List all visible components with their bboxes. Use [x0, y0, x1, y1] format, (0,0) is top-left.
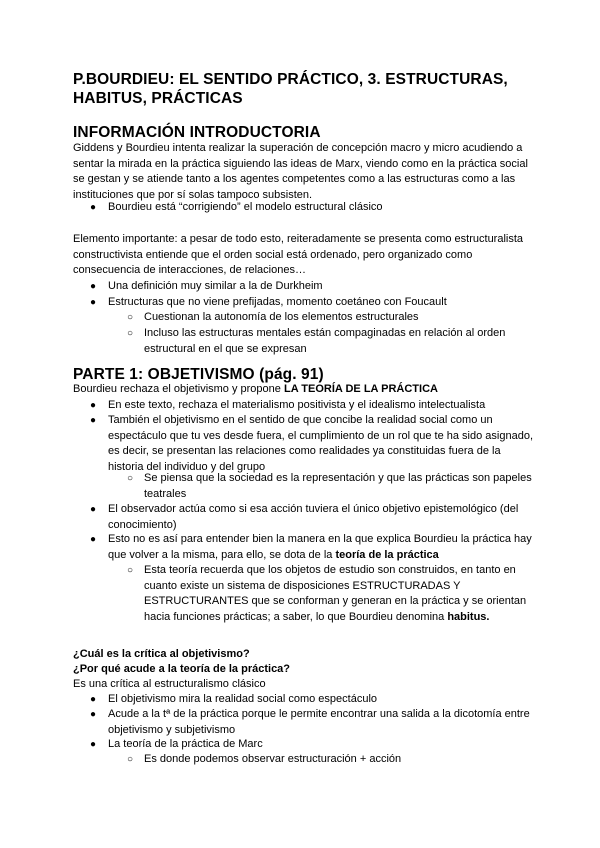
list-item: Una definición muy similar a la de Durkheim [108, 280, 323, 292]
bullet-dot: ● [90, 694, 97, 705]
list-item: Esto no es así para entender bien la manera en la que explica Bourdieu la práctica hay que volver a la misma, para ello, se dota de la teoría de la práctica [108, 533, 532, 561]
answer-text: Es una crítica al estructuralismo clásico [73, 678, 266, 690]
part1-lead-bold: LA TEORÍA DE LA PRÁCTICA [283, 383, 438, 395]
sub-bullet-dot: ○ [127, 754, 134, 765]
sub-list-item: Esta teoría recuerda que los objetos de estudio son construidos, en tanto en cuanto existe un sistema de disposiciones ESTRUCTURADAS Y ESTRUCTURANTES que se conforman y generan en la práctica y se orientan hacia funciones prácticas; a saber, lo que Bourdieu denomina habitus. [144, 564, 527, 623]
document-title: P.BOURDIEU: EL SENTIDO PRÁCTICO, 3. ESTRUCTURAS, HABITUS, PRÁCTICAS [73, 71, 508, 107]
bullet-dot: ● [90, 415, 97, 426]
list-item: También el objetivismo en el sentido de que concibe la realidad social como un espectáculo que tu ves desde fuera, el cumplimiento de un rol que te ha sido asignado, es decir, se presentan las relaciones como realidades ya constituidas fuera de la historia del individuo y del grupo [108, 414, 533, 473]
sub-list-item: Es donde podemos observar estructuración + acción [144, 753, 402, 765]
sub-bullet-dot: ○ [127, 312, 134, 323]
list-item: La teoría de la práctica de Marc [108, 738, 263, 750]
sub-bullet-dot: ○ [127, 473, 134, 484]
sub-list-item: Cuestionan la autonomía de los elementos estructurales [144, 311, 419, 323]
part1-heading: PARTE 1: OBJETIVISMO (pág. 91) [73, 366, 324, 383]
bullet-dot: ● [90, 534, 97, 545]
question-2: ¿Por qué acude a la teoría de la práctica? [73, 663, 291, 675]
habitus-bold: habitus. [447, 610, 490, 623]
intro-heading: INFORMACIÓN INTRODUCTORIA [73, 124, 321, 141]
list-item: En este texto, rechaza el materialismo positivista y el idealismo intelectualista [108, 399, 486, 411]
list-item: Acude a la tª de la práctica porque le permite encontrar una salida a la dicotomía entre objetivismo y subjetivismo [108, 708, 530, 736]
sub-list-item: Incluso las estructuras mentales están compaginadas en relación al orden estructural en el que se expresan [144, 327, 506, 355]
intro-paragraph: Giddens y Bourdieu intenta realizar la superación de concepción macro y micro acudiendo a sentar la mirada en la práctica siguiendo las ideas de Marx, viendo como en la práctica social se gestan y se atiende tanto a los agentes competentes como a las estructuras como a las instituciones que por sí solas tampoco subsisten. [73, 142, 528, 201]
list-item: El observador actúa como si esa acción tuviera el único objetivo epistemológico (del conocimiento) [108, 503, 519, 531]
bullet-dot: ● [90, 297, 97, 308]
bullet-dot: ● [90, 709, 97, 720]
sub-list-item: Se piensa que la sociedad es la representación y que las prácticas son papeles teatrales [144, 472, 532, 500]
bullet-dot: ● [90, 739, 97, 750]
bullet-dot: ● [90, 400, 97, 411]
bullet-dot: ● [90, 504, 97, 515]
bullet-dot: ● [90, 281, 97, 292]
question-1: ¿Cuál es la crítica al objetivismo? [73, 648, 250, 660]
sub-bullet-dot: ○ [127, 328, 134, 339]
list-item: Bourdieu está “corrigiendo” el modelo estructural clásico [108, 201, 383, 213]
bullet-dot: ● [90, 202, 97, 213]
part1-lead: Bourdieu rechaza el objetivismo y propone LA TEORÍA DE LA PRÁCTICA [73, 383, 438, 395]
theory-of-practice-bold: teoría de la práctica [335, 548, 439, 561]
list-item: Estructuras que no viene prefijadas, momento coetáneo con Foucault [108, 296, 447, 308]
list-item: El objetivismo mira la realidad social como espectáculo [108, 693, 378, 705]
intro-paragraph-2: Elemento importante: a pesar de todo esto, reiteradamente se presenta como estructuralista constructivista entiende que el orden social está ordenado, pero organizado como consecuencia de interacciones, de relaciones… [73, 233, 524, 276]
sub-bullet-dot: ○ [127, 565, 134, 576]
